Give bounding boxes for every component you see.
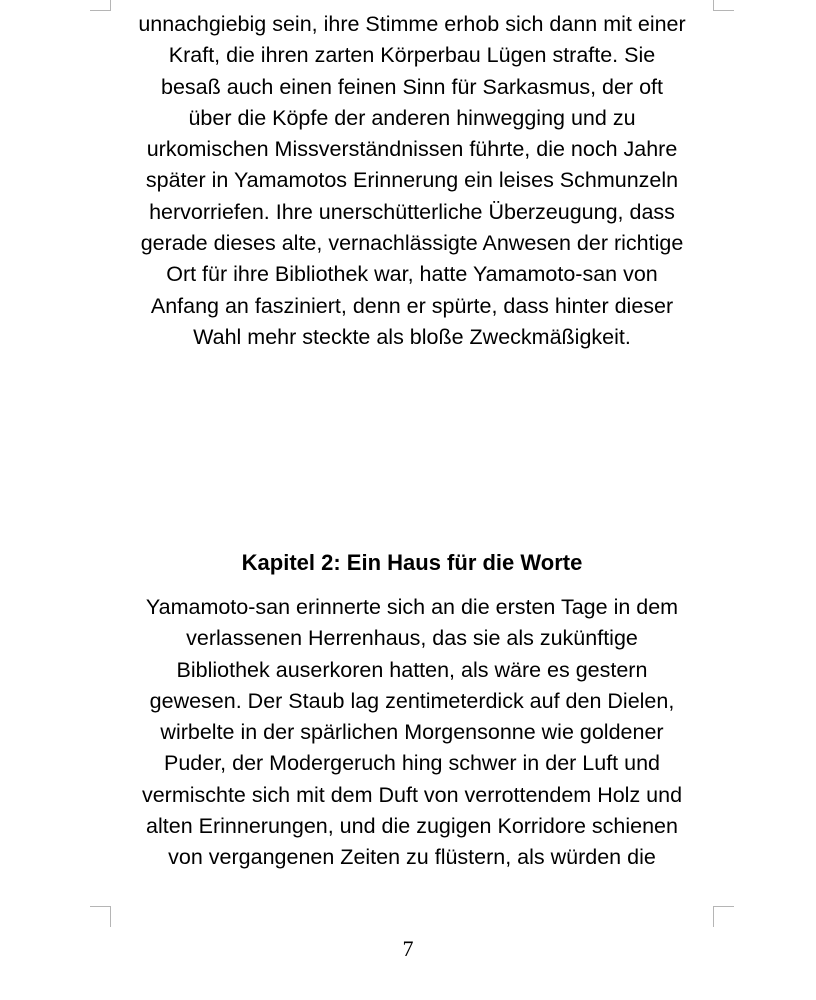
paragraph-line: unnachgiebig sein, ihre Stimme erhob sich dann mit einer	[138, 12, 686, 36]
paragraph-line: verlassenen Herrenhaus, das sie als zukünftige	[186, 626, 638, 651]
paragraph-line: Yamamoto-san erinnerte sich an die ersten Tage in dem	[145, 595, 679, 619]
paragraph-line: später in Yamamotos Erinnerung ein leises Schmunzeln	[145, 168, 679, 193]
crop-mark-top-right	[713, 0, 734, 11]
paragraph-line: von vergangenen Zeiten zu flüstern, als würden die	[168, 845, 656, 870]
paragraph-line: Anfang an fasziniert, denn er spürte, dass hinter dieser	[150, 293, 674, 318]
paragraph-line: Wahl mehr steckte als bloße Zweckmäßigkeit.	[193, 324, 631, 349]
paragraph-line: hervorriefen. Ihre unerschütterliche Überzeugung, dass	[149, 199, 675, 224]
paragraph-line: Ort für ihre Bibliothek war, hatte Yamamoto-san von	[166, 262, 658, 287]
crop-mark-bottom-left	[90, 906, 111, 927]
page-number: 7	[402, 936, 414, 961]
paragraph-line: besaß auch einen feinen Sinn für Sarkasmus, der oft	[161, 74, 663, 99]
paragraph-line: Bibliothek auserkoren hatten, als wäre es gestern	[176, 657, 648, 682]
body-paragraph-1	[108, 9, 716, 353]
paragraph-line: Kraft, die ihren zarten Körperbau Lügen strafte. Sie	[168, 43, 656, 68]
paragraph-line: über die Köpfe der anderen hinwegging und zu	[188, 105, 636, 130]
paragraph-line: alten Erinnerungen, und die zugigen Korridore schienen	[146, 814, 678, 839]
paragraph-line: Puder, der Modergeruch hing schwer in der Luft und	[164, 751, 660, 776]
paragraph-line: wirbelte in der spärlichen Morgensonne wie goldener	[160, 720, 664, 745]
paragraph-line: urkomischen Missverständnissen führte, die noch Jahre	[146, 137, 678, 162]
chapter-heading: Kapitel 2: Ein Haus für die Worte	[241, 550, 583, 575]
paragraph-line: gerade dieses alte, vernachlässigte Anwesen der richtige	[140, 231, 684, 256]
body-paragraph-2	[108, 592, 716, 874]
crop-mark-bottom-right	[713, 906, 734, 927]
paragraph-line: gewesen. Der Staub lag zentimeterdick auf den Dielen,	[149, 688, 675, 713]
paragraph-line: vermischte sich mit dem Duft von verrottendem Holz und	[141, 782, 683, 807]
